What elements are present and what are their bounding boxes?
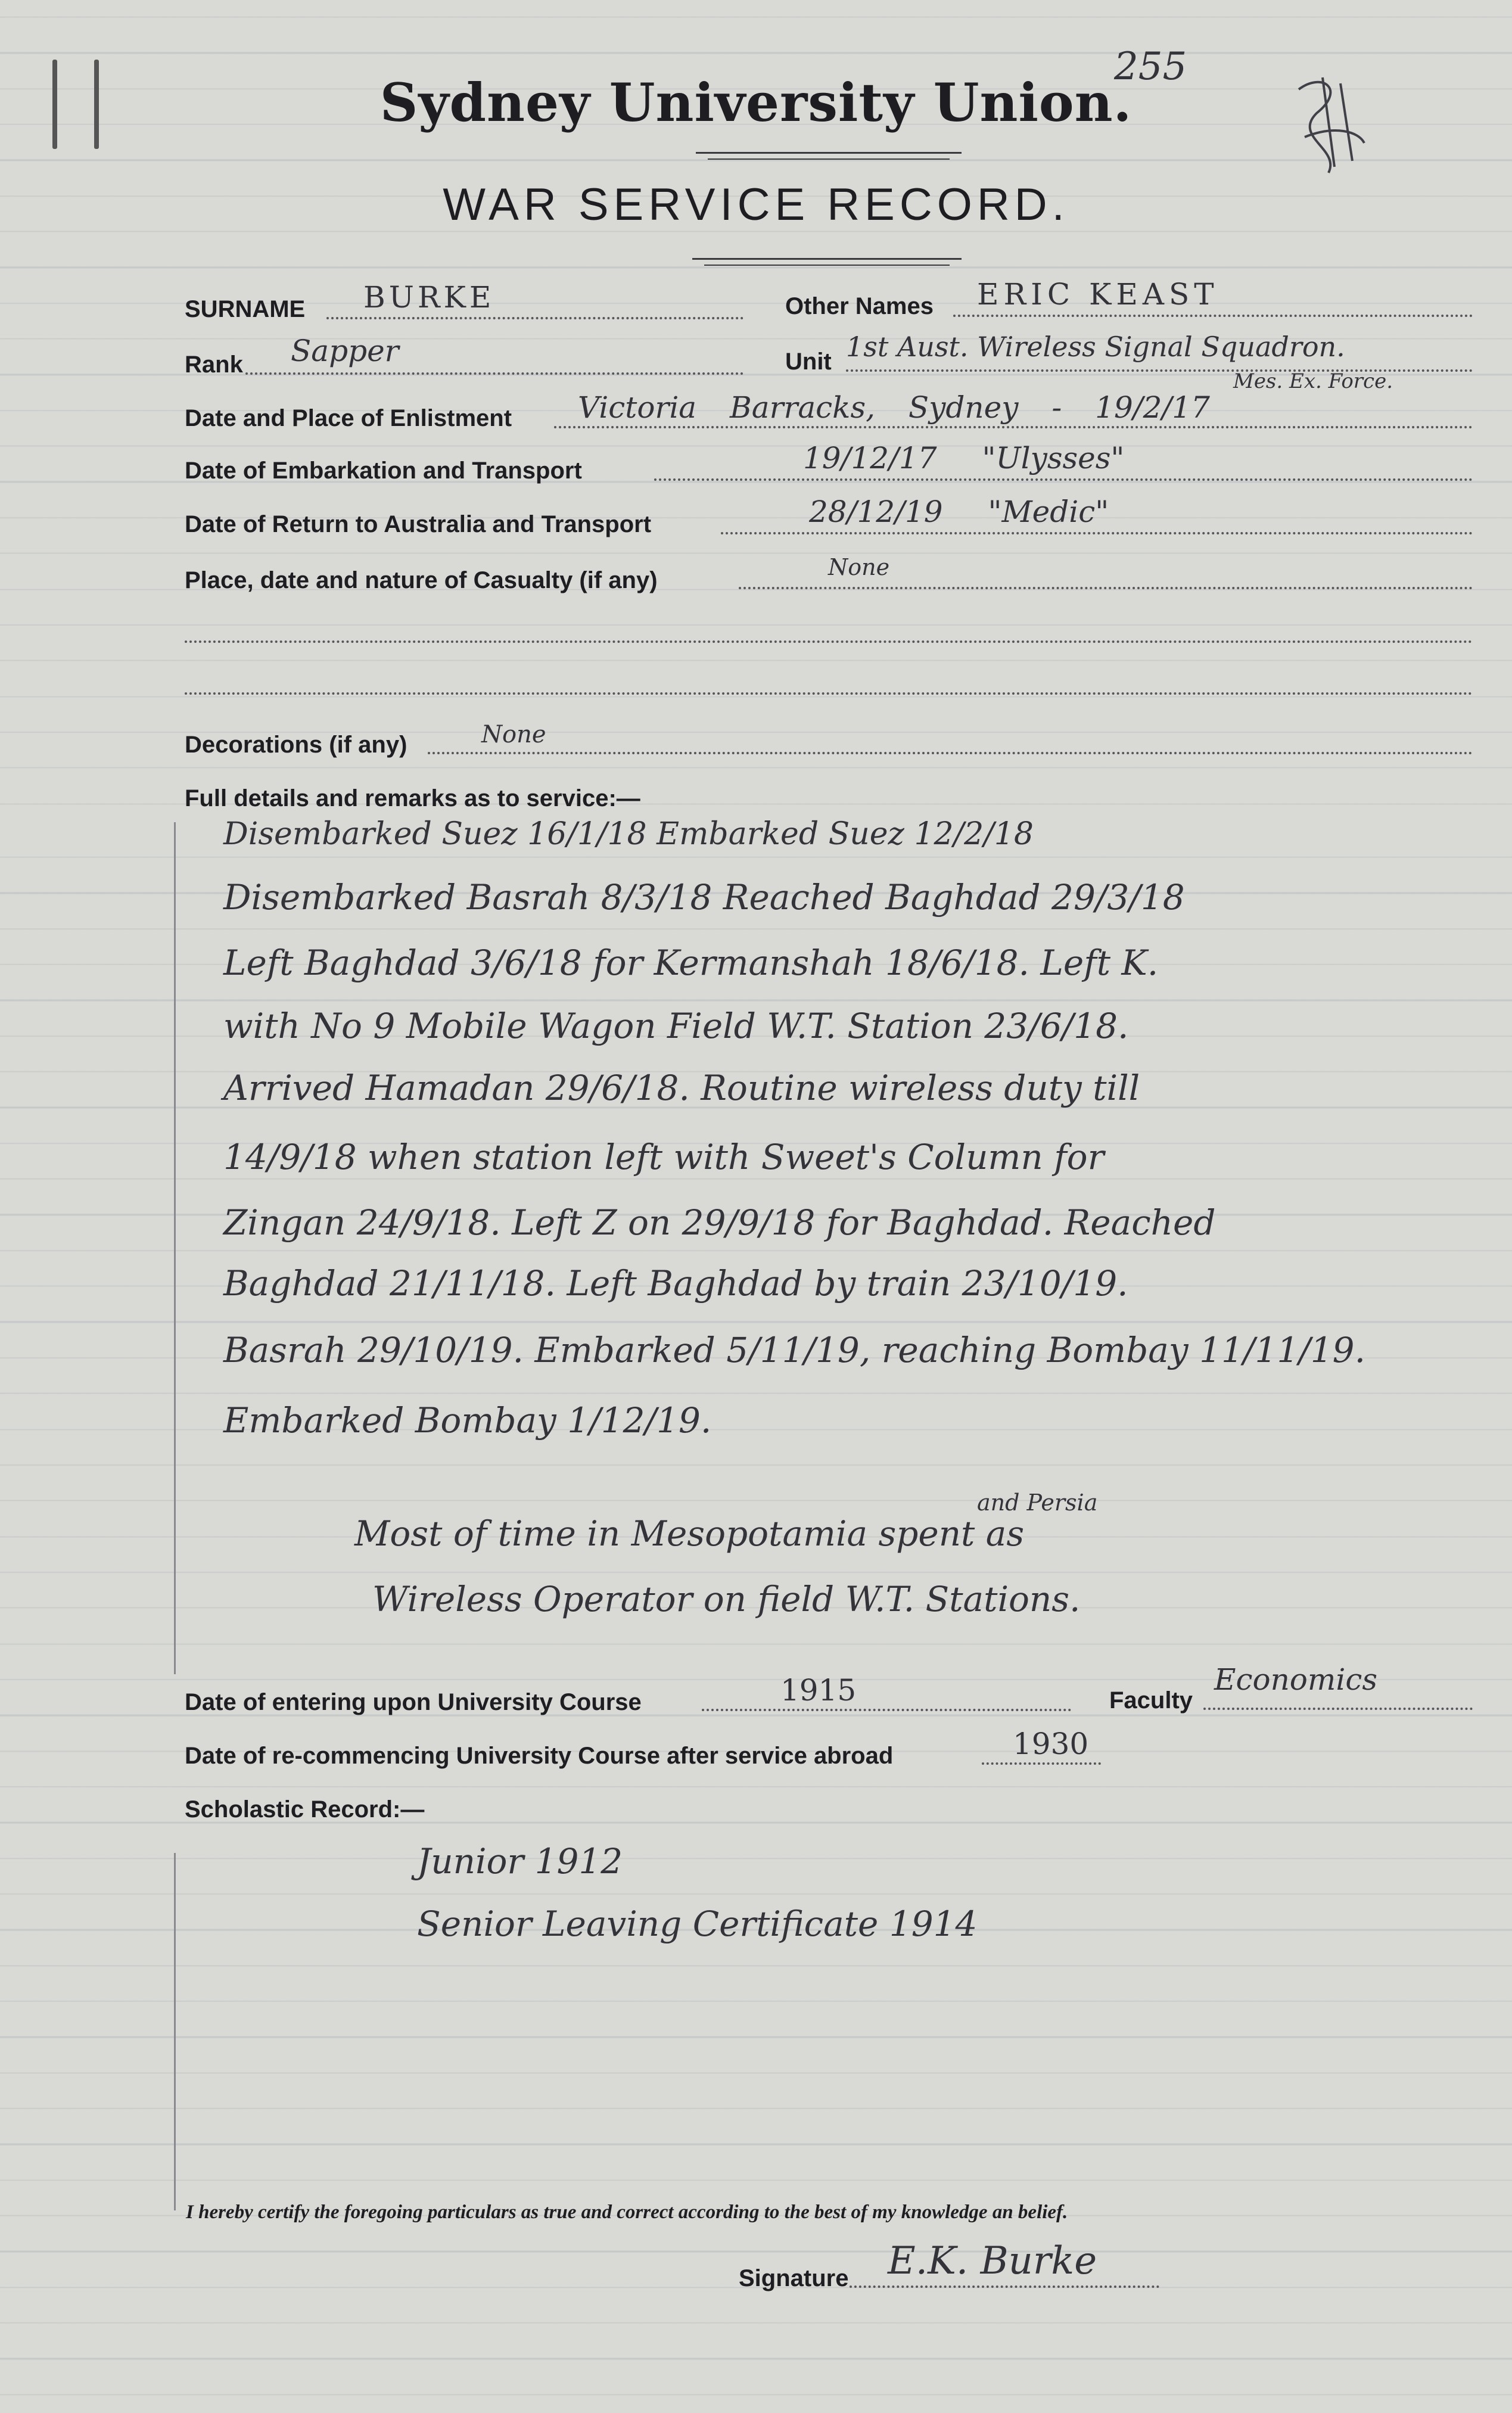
service-line: 14/9/18 when station left with Sweet's Column for (223, 1137, 1105, 1177)
subtitle-underline (692, 258, 962, 260)
casualty-line (739, 587, 1473, 589)
decorations-label: Decorations (if any) (185, 732, 407, 758)
details-margin-line (174, 822, 176, 1674)
entering-line (702, 1709, 1071, 1711)
surname-line (326, 317, 743, 319)
faculty-line (1203, 1708, 1473, 1710)
service-line: Embarked Bombay 1/12/19. (223, 1400, 712, 1441)
service-line: Disembarked Suez 16/1/18 Embarked Suez 12/2/18 (223, 816, 1034, 852)
service-line: Arrived Hamadan 29/6/18. Routine wireless duty till (223, 1068, 1140, 1108)
enlistment-line (554, 426, 1473, 428)
remarks-insert: and Persia (977, 1490, 1098, 1516)
unit-label: Unit (785, 349, 832, 375)
scholastic-line: Junior 1912 (417, 1841, 623, 1882)
recommencing-label: Date of re-commencing University Course after service abroad (185, 1743, 894, 1769)
service-line: Basrah 29/10/19. Embarked 5/11/19, reaching Bombay 11/11/19. (223, 1330, 1366, 1370)
embarkation-line (654, 478, 1473, 481)
unit-note: Mes. Ex. Force. (1233, 369, 1393, 393)
record-number: 255 (1114, 45, 1187, 89)
full-details-label: Full details and remarks as to service:— (185, 785, 640, 811)
service-line: Zingan 24/9/18. Left Z on 29/9/18 for Baghdad. Reached (223, 1202, 1216, 1243)
initials-stamp (1281, 66, 1370, 185)
casualty-line-2 (185, 640, 1473, 643)
signature-value: E.K. Burke (888, 2239, 1097, 2283)
embarkation-label: Date of Embarkation and Transport (185, 458, 582, 484)
service-line: with No 9 Mobile Wagon Field W.T. Station 23/6/18. (223, 1006, 1129, 1046)
enlistment-value: Victoria Barracks, Sydney - 19/2/17 (578, 390, 1210, 425)
rank-label: Rank (185, 352, 243, 378)
certification-text: I hereby certify the foregoing particulars as true and correct according to the best of my knowledge an belief. (186, 2201, 1068, 2223)
return-line (721, 532, 1473, 534)
rank-line (245, 372, 743, 375)
surname-label: SURNAME (185, 296, 306, 322)
remarks-line: Wireless Operator on field W.T. Stations. (372, 1579, 1081, 1619)
scholastic-margin-line (174, 1853, 176, 2210)
service-line: Baghdad 21/11/18. Left Baghdad by train 23/10/19. (223, 1263, 1128, 1304)
decorations-line (428, 752, 1473, 754)
document-title: Sydney University Union. (379, 71, 1133, 133)
other-names-value: ERIC KEAST (977, 277, 1219, 312)
service-line: Left Baghdad 3/6/18 for Kermanshah 18/6/18. Left K. (223, 943, 1159, 983)
entering-label: Date of entering upon University Course (185, 1689, 642, 1715)
subtitle-underline (704, 265, 950, 266)
return-value: 28/12/19 "Medic" (809, 495, 1109, 529)
remarks-line: Most of time in Mesopotamia spent as (354, 1513, 1025, 1554)
faculty-label: Faculty (1109, 1687, 1193, 1714)
signature-line (850, 2285, 1159, 2288)
entering-value: 1915 (780, 1673, 857, 1708)
scholastic-label: Scholastic Record:— (185, 1796, 425, 1823)
faculty-value: Economics (1214, 1662, 1377, 1697)
title-underline (696, 152, 962, 154)
signature-label: Signature (739, 2265, 849, 2291)
return-label: Date of Return to Australia and Transport (185, 511, 652, 537)
unit-value: 1st Aust. Wireless Signal Squadron. (846, 331, 1345, 363)
other-names-label: Other Names (785, 293, 934, 319)
title-underline (708, 158, 950, 160)
casualty-label: Place, date and nature of Casualty (if any) (185, 567, 658, 593)
enlistment-label: Date and Place of Enlistment (185, 405, 512, 431)
recommencing-value: 1930 (1013, 1727, 1089, 1761)
scholastic-line: Senior Leaving Certificate 1914 (417, 1904, 978, 1944)
rank-value: Sapper (291, 334, 399, 368)
service-line: Disembarked Basrah 8/3/18 Reached Baghdad 29/3/18 (223, 877, 1185, 918)
surname-value: BURKE (363, 280, 495, 315)
recommencing-line (982, 1762, 1101, 1765)
other-names-line (953, 315, 1473, 317)
casualty-line-3 (185, 692, 1473, 695)
decorations-value: None (481, 721, 546, 748)
document-subtitle: WAR SERVICE RECORD. (443, 179, 1069, 230)
embarkation-value: 19/12/17 "Ulysses" (803, 441, 1125, 475)
casualty-value: None (828, 554, 890, 580)
